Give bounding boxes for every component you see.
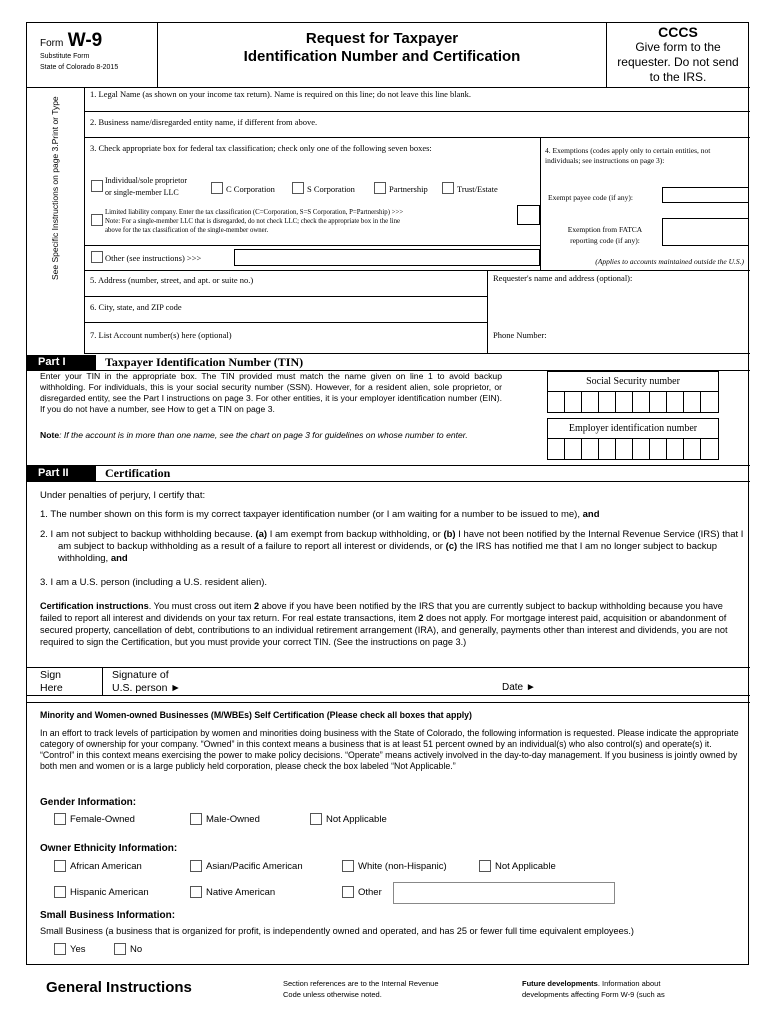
native-american[interactable]: Native American [190,886,275,898]
fatca-label: Exemption from FATCA reporting code (if any): [567,225,643,245]
small-business-text: Small Business (a business that is organized for profit, is independently owned and operated, and has 25 or fewer full time equivalent employees.) [40,926,634,936]
line5-label: 5. Address (number, street, and apt. or suite no.) [90,275,254,285]
other-input[interactable] [234,249,540,266]
male-owned[interactable]: Male-Owned [190,813,260,825]
llc-classification-input[interactable] [517,205,540,225]
hispanic-checkbox[interactable] [54,886,66,898]
part2-title: Certification [105,466,171,480]
white-checkbox[interactable] [342,860,354,872]
cert-item3: 3. I am a U.S. person (including a U.S. resident alien). [40,577,268,588]
business-name-input[interactable] [90,126,745,137]
exemptions-label: 4. Exemptions (codes apply only to certain entities, not individuals; see instructions on page 3): [545,146,711,165]
individual-label: Individual/sole proprietor or single-member LLC [105,176,187,197]
male-owned-checkbox[interactable] [190,813,202,825]
form-name: W-9 [67,30,103,51]
female-owned[interactable]: Female-Owned [54,813,135,825]
requester-label: Requester's name and address (optional): [493,273,633,283]
gender-title: Gender Information: [40,797,137,808]
form-id: Form W-9 [40,30,103,51]
form-title: Request for Taxpayer Identification Number and Certification [243,30,521,65]
llc-checkbox[interactable] [91,214,103,226]
trust-checkbox[interactable] [442,182,454,194]
hispanic-american[interactable]: Hispanic American [54,886,149,898]
signature-input[interactable] [210,670,490,694]
legal-name-input[interactable] [90,100,745,111]
agency: CCCS [658,24,698,40]
yes-checkbox[interactable] [54,943,66,955]
african-american[interactable]: African American [54,860,142,872]
ein-label: Employer identification number [547,418,719,439]
future-developments: Future developments. Information about developments affecting Form W-9 (such as [522,979,665,999]
mwbe-paragraph: In an effort to track levels of participation by women and minorities doing business with the State of Colorado, the following information is requested. Please indicate the appropriate category of ownership for your company. “Owned” in this context means a business that is at least 51 percent owned by an individual(s) who also control(s) and operate(s) it. “Control” in this context means exercising the power to make policy decisions. “Operate” means actively involved in the day-to-day management. If you business is jointly owned by both men and women or is a large publicly held corporation, please check the box labeled “Not Applicable.” [40,728,739,771]
give-form-note: Give form to the requester. Do not send to the IRS. [617,40,739,84]
c-corp-label: C Corporation [226,184,275,194]
cert-intro: Under penalties of perjury, I certify that: [40,490,206,501]
section-references: Section references are to the Internal Revenue Code unless otherwise noted. [283,979,439,999]
applies-note: (Applies to accounts maintained outside the U.S.) [595,257,744,266]
ethnicity-not-applicable[interactable]: Not Applicable [479,860,556,872]
mwbe-title: Minority and Women-owned Businesses (M/WBEs) Self Certification (Please check all boxes that apply) [40,710,472,720]
phone-label: Phone Number: [493,330,547,340]
cert-item2: 2. I am not subject to backup withholding because. (a) I am exempt from backup withholding, or (b) I have not been notified by the Internal Revenue Service (IRS) that I am subject to backup withholding as a result of a failure to report all interest or dividends, or (c) the IRS has notified me that I am no longer subject to backup withholding, and [40,529,744,564]
small-business-title: Small Business Information: [40,910,176,921]
llc-label: Limited liability company. Enter the tax classification (C=Corporation, S=S Corporation, P=Partnership) >>> Note: For a single-member LLC that is disregarded, do not check LLC; check the appropriate box in the line above for the tax classification of the single-member owner. [105,209,404,234]
exempt-payee-label: Exempt payee code (if any): [548,193,633,202]
side-instructions: See Specific Instructions on page 3.Print or Type [50,96,60,280]
other-checkbox[interactable] [91,251,103,263]
gender-na-checkbox[interactable] [310,813,322,825]
part1-text: Enter your TIN in the appropriate box. The TIN provided must match the name given on line 1 to avoid backup withholding. For individuals, this is your social security number (SSN). However, for a resident alien, sole proprietor, or disregarded entity, see the Part I instructions on page 3. For other entities, it is your employer identification number (EIN). If you do not have a number, see How to get a TIN on page 3. [40,371,502,414]
line6-label: 6. City, state, and ZIP code [90,302,182,312]
partnership-label: Partnership [389,184,428,194]
header-right [607,24,749,85]
gender-not-applicable[interactable]: Not Applicable [310,813,387,825]
ethnicity-other[interactable]: Other [342,886,382,898]
substitute-form: Substitute Form [40,53,90,60]
part1-title: Taxpayer Identification Number (TIN) [105,355,304,369]
line2-label: 2. Business name/disregarded entity name, if different from above. [90,117,318,127]
ssn-input[interactable] [547,391,719,413]
partnership-checkbox[interactable] [374,182,386,194]
small-business-no[interactable]: No [114,943,142,955]
trust-label: Trust/Estate [457,184,498,194]
native-american-checkbox[interactable] [190,886,202,898]
asian-pacific[interactable]: Asian/Pacific American [190,860,303,872]
c-corp-checkbox[interactable] [211,182,223,194]
state-date: State of Colorado 8-2015 [40,64,119,71]
s-corp-label: S Corporation [307,184,355,194]
part1-note: Note: If the account is in more than one name, see the chart on page 3 for guidelines on whose number to enter. [40,430,468,440]
general-instructions: General Instructions [46,979,192,996]
date-label: Date ► [502,682,536,693]
african-american-checkbox[interactable] [54,860,66,872]
other-label: Other (see instructions) >>> [105,253,202,263]
individual-checkbox[interactable] [91,180,103,192]
exempt-payee-input[interactable] [662,187,749,203]
line7-label: 7. List Account number(s) here (optional) [90,330,232,340]
line3-label: 3. Check appropriate box for federal tax classification; check only one of the following seven boxes: [90,143,432,153]
small-business-yes[interactable]: Yes [54,943,86,955]
part1-label: Part I [26,355,96,370]
cert-item1: 1. The number shown on this form is my correct taxpayer identification number (or I am waiting for a number to be issued to me), and [40,509,600,520]
other-ethnicity-checkbox[interactable] [342,886,354,898]
other-ethnicity-input[interactable] [393,882,615,904]
signature-label: Signature of U.S. person ► [112,669,181,694]
s-corp-checkbox[interactable] [292,182,304,194]
no-checkbox[interactable] [114,943,126,955]
ssn-label: Social Security number [547,371,719,392]
ein-input[interactable] [547,438,719,460]
date-input[interactable] [550,672,740,694]
female-owned-checkbox[interactable] [54,813,66,825]
cert-instructions: Certification instructions. You must cross out item 2 above if you have been notified by the IRS that you are currently subject to backup withholding because you have failed to report all interest and dividends on your tax return. For real estate transactions, item 2 does not apply. For mortgage interest paid, acquisition or abandonment of secured property, cancellation of debt, contributions to an individual retirement arrangement (IRA), and generally, payments other than interest and dividends, you are not required to sign the Certification, but you must provide your correct TIN. (See the instructions on page 3.) [40,601,728,647]
asian-pacific-checkbox[interactable] [190,860,202,872]
ethnicity-title: Owner Ethnicity Information: [40,843,178,854]
white-non-hispanic[interactable]: White (non-Hispanic) [342,860,447,872]
sign-here: Sign Here [40,669,63,694]
fatca-input[interactable] [662,218,749,246]
line1-label: 1. Legal Name (as shown on your income tax return). Name is required on this line; do not leave this line blank. [90,89,471,99]
ethnicity-na-checkbox[interactable] [479,860,491,872]
part2-label: Part II [26,466,96,481]
